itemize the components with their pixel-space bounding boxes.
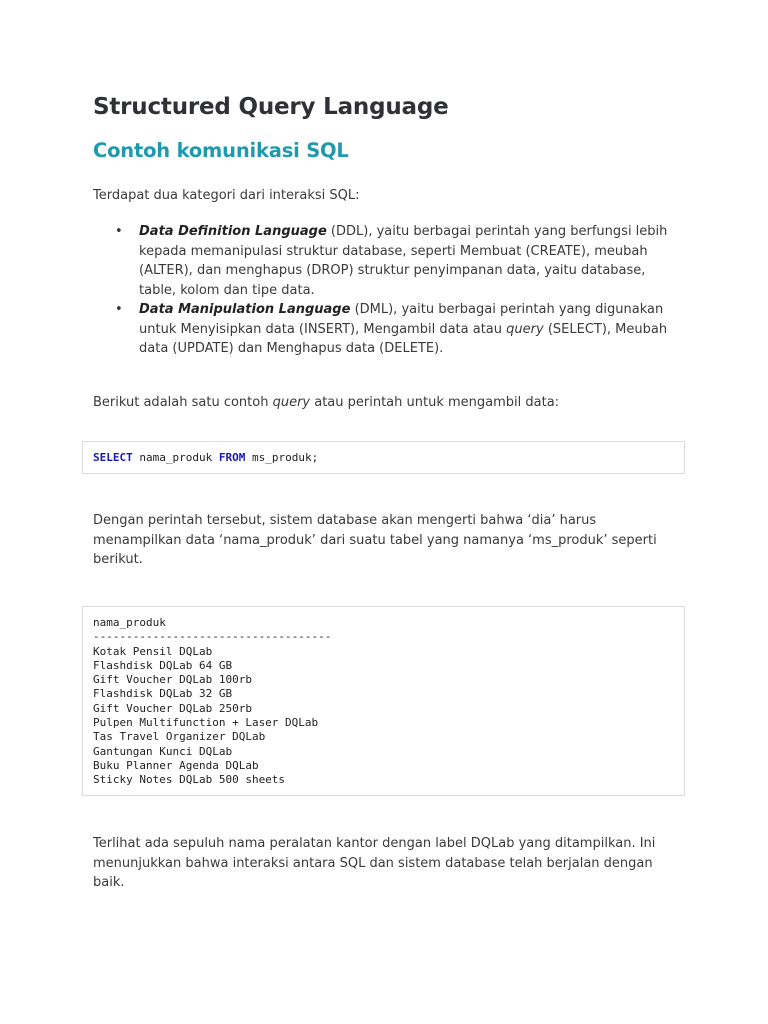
sql-keyword-from: FROM — [218, 451, 246, 464]
dml-query-word: query — [506, 321, 544, 337]
result-row: Pulpen Multifunction + Laser DQLab — [93, 716, 319, 730]
sql-code — [93, 451, 318, 465]
ddl-description: (DDL), yaitu berbagai perintah yang berfungsi lebih kepada memanipulasi struktur database, seperti Membuat (CREATE), meubah (ALTER), dan menghapus (DROP) struktur penyimpanan data, yaitu database, table, kolom dan tipe data. — [139, 224, 668, 298]
list-item-ddl — [93, 222, 683, 300]
bullet-icon: • — [115, 302, 123, 317]
result-row: Gift Voucher DQLab 100rb — [93, 673, 252, 687]
query-intro-start: Berikut adalah satu contoh — [93, 395, 273, 410]
result-code-block — [82, 606, 685, 796]
result-row: Gift Voucher DQLab 250rb — [93, 701, 252, 715]
result-separator: ------------------------------------ — [93, 630, 332, 644]
query-intro-end: atau perintah untuk mengambil data: — [310, 395, 560, 410]
section-subtitle: Contoh komunikasi SQL — [93, 139, 349, 162]
closing-paragraph: Terlihat ada sepuluh nama peralatan kantor dengan label DQLab yang ditampilkan. Ini menunjukkan bahwa interaksi antara SQL dan sistem database telah berjalan dengan baik. — [93, 836, 656, 890]
bullet-icon: • — [115, 224, 123, 239]
category-list — [93, 222, 683, 359]
ddl-term: Data Definition Language — [139, 224, 327, 239]
result-header: nama_produk — [93, 616, 166, 629]
result-row: Flashdisk DQLab 32 GB — [93, 687, 233, 701]
sql-column: nama_produk — [132, 451, 219, 464]
dml-description-end: (SELECT), Meubah data (UPDATE) dan Menghapus data (DELETE). — [139, 321, 668, 356]
dml-description-start: (DML), yaitu berbagai perintah yang digunakan untuk Menyisipkan data (INSERT), Mengambil data atau — [139, 302, 664, 337]
result-row: Sticky Notes DQLab 500 sheets — [93, 773, 286, 787]
result-row: Buku Planner Agenda DQLab — [93, 758, 259, 772]
sql-code-block — [82, 441, 685, 474]
result-row: Kotak Pensil DQLab — [93, 644, 213, 658]
list-item-dml — [93, 300, 683, 359]
intro-paragraph: Terdapat dua kategori dari interaksi SQL: — [93, 188, 360, 203]
query-intro-italic: query — [272, 395, 311, 410]
sql-table: ms_produk; — [245, 451, 319, 464]
sql-keyword-select: SELECT — [93, 451, 133, 464]
query-intro-paragraph — [93, 393, 683, 413]
dml-term: Data Manipulation Language — [139, 302, 351, 317]
explanation-paragraph: Dengan perintah tersebut, sistem database akan mengerti bahwa ‘dia’ harus menampilkan data ‘nama_produk’ dari suatu tabel yang namanya ‘ms_produk’ seperti berikut. — [93, 513, 657, 567]
page-title: Structured Query Language — [93, 94, 449, 120]
result-row: Tas Travel Organizer DQLab — [93, 730, 266, 744]
result-output — [93, 616, 331, 788]
result-row: Flashdisk DQLab 64 GB — [93, 658, 233, 672]
result-row: Gantungan Kunci DQLab — [93, 744, 233, 758]
